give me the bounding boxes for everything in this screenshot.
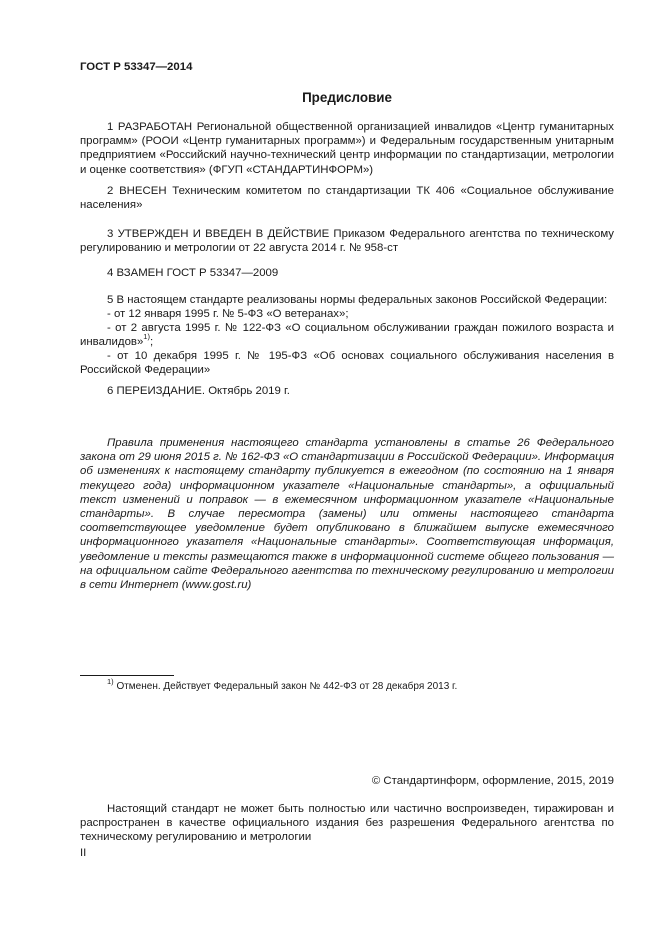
footnote-mark: 1) <box>107 676 114 686</box>
item-5-law-2 <box>80 321 614 349</box>
item-1-developed-by: 1 РАЗРАБОТАН Региональной общественной организацией инвалидов «Центр гуманитарных программ» (РООИ «Центр гуманитарных программ») и Федеральным государственным унитарным предприятием «Российский научно-технический центр информации по стандартизации, метрологии и оценке соответствия» (ФГУП «СТАНДАРТИНФОРМ») <box>80 121 614 176</box>
footnote-separator <box>80 675 174 676</box>
item-3-approved: 3 УТВЕРЖДЕН И ВВЕДЕН В ДЕЙСТВИЕ Приказом Федерального агентства по техническому регулированию и метрологии от 22 августа 2014 г. № 958-ст <box>80 228 614 255</box>
reproduction-rights-notice: Настоящий стандарт не может быть полностью или частично воспроизведен, тиражирован и распространен в качестве официального издания без разрешения Федерального агентства по техническому регулированию и метрологии <box>80 803 614 844</box>
item-5-law-2-text: - от 2 августа 1995 г. № 122-ФЗ «О социальном обслуживании граждан пожилого возраста и инвалидов» <box>80 322 614 349</box>
item-5-law-1: - от 12 января 1995 г. № 5-ФЗ «О ветеранах»; <box>107 308 349 320</box>
footnote <box>107 676 458 694</box>
footnote-text: Отменен. Действует Федеральный закон № 442-ФЗ от 28 декабря 2013 г. <box>116 681 458 692</box>
item-5-intro: 5 В настоящем стандарте реализованы нормы федеральных законов Российской Федерации: <box>107 294 608 306</box>
item-4-replaces: 4 ВЗАМЕН ГОСТ Р 53347—2009 <box>107 267 279 279</box>
item-6-reissue: 6 ПЕРЕИЗДАНИЕ. Октябрь 2019 г. <box>107 385 290 397</box>
copyright-line: © Стандартинформ, оформление, 2015, 2019 <box>371 775 614 787</box>
application-rules-note: Правила применения настоящего стандарта установлены в статье 26 Федерального закона от 29 июня 2015 г. № 162-ФЗ «О стандартизации в Российской Федерации». Информация об изменениях к настоящему стандарту публикуется в ежегодном (по состоянию на 1 января текущего года) информационном указателе «Национальные стандарты», а официальный текст изменений и поправок — в ежемесячном информационном указателе «Национальные стандарты». В случае пересмотра (замены) или отмены настоящего стандарта соответствующее уведомление будет опубликовано в ближайшем выпуске ежемесячного информационного указателя «Национальные стандарты». Соответствующая информация, уведомление и тексты размещаются также в информационной системе общего пользования — на официальном сайте Федерального агентства по техническому регулированию и метрологии в сети Интернет (www.gost.ru) <box>80 437 614 592</box>
page-number: II <box>80 847 87 859</box>
standard-code-header: ГОСТ Р 53347—2014 <box>80 61 193 73</box>
footnote-ref-mark: 1) <box>143 332 150 342</box>
item-2-submitted-by: 2 ВНЕСЕН Техническим комитетом по стандартизации ТК 406 «Социальное обслуживание населения» <box>80 185 614 212</box>
item-5-law-3: - от 10 декабря 1995 г. № 195-ФЗ «Об основах социального обслуживания населения в Российской Федерации» <box>80 350 614 377</box>
item-5-law-2-tail: ; <box>149 336 154 349</box>
page-title: Предисловие <box>302 90 392 105</box>
